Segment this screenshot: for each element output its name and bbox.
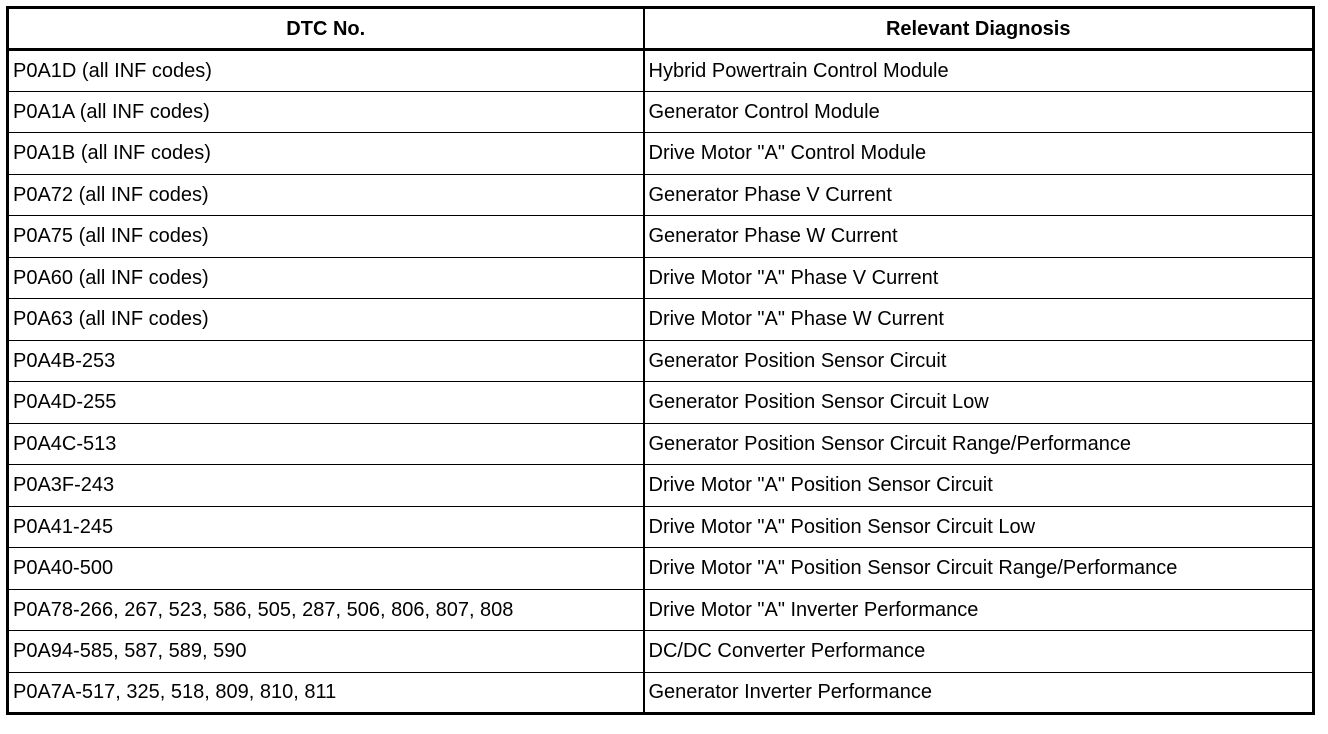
table-row xyxy=(8,50,1314,92)
diagnosis-cell: Drive Motor "A" Inverter Performance xyxy=(644,589,1314,631)
dtc-cell: P0A4D-255 xyxy=(8,382,644,424)
diagnosis-cell: Drive Motor "A" Position Sensor Circuit xyxy=(644,465,1314,507)
diagnosis-cell: Drive Motor "A" Phase V Current xyxy=(644,257,1314,299)
table-row xyxy=(8,340,1314,382)
dtc-cell: P0A41-245 xyxy=(8,506,644,548)
diagnosis-cell: Generator Control Module xyxy=(644,91,1314,133)
diagnosis-cell: Generator Phase W Current xyxy=(644,216,1314,258)
table-row xyxy=(8,423,1314,465)
dtc-cell: P0A75 (all INF codes) xyxy=(8,216,644,258)
diagnosis-cell: Hybrid Powertrain Control Module xyxy=(644,50,1314,92)
dtc-cell: P0A4B-253 xyxy=(8,340,644,382)
dtc-cell: P0A94-585, 587, 589, 590 xyxy=(8,631,644,673)
diagnosis-cell: Drive Motor "A" Control Module xyxy=(644,133,1314,175)
table-row xyxy=(8,631,1314,673)
table-row xyxy=(8,216,1314,258)
diagnosis-cell: Generator Position Sensor Circuit xyxy=(644,340,1314,382)
diagnosis-cell: DC/DC Converter Performance xyxy=(644,631,1314,673)
dtc-cell: P0A63 (all INF codes) xyxy=(8,299,644,341)
diagnosis-cell: Generator Position Sensor Circuit Low xyxy=(644,382,1314,424)
dtc-cell: P0A1B (all INF codes) xyxy=(8,133,644,175)
diagnosis-cell: Drive Motor "A" Position Sensor Circuit Range/Performance xyxy=(644,548,1314,590)
dtc-cell: P0A60 (all INF codes) xyxy=(8,257,644,299)
header-row xyxy=(8,8,1314,50)
table-row xyxy=(8,91,1314,133)
table-row xyxy=(8,548,1314,590)
diagnosis-cell: Generator Position Sensor Circuit Range/Performance xyxy=(644,423,1314,465)
table-row xyxy=(8,257,1314,299)
dtc-cell: P0A40-500 xyxy=(8,548,644,590)
diagnosis-cell: Generator Inverter Performance xyxy=(644,672,1314,714)
header-relevant-diagnosis: Relevant Diagnosis xyxy=(644,8,1314,50)
table-row xyxy=(8,174,1314,216)
dtc-cell: P0A4C-513 xyxy=(8,423,644,465)
dtc-table xyxy=(6,6,1315,715)
diagnosis-cell: Generator Phase V Current xyxy=(644,174,1314,216)
table-row xyxy=(8,299,1314,341)
table-row xyxy=(8,465,1314,507)
dtc-cell: P0A1D (all INF codes) xyxy=(8,50,644,92)
dtc-cell: P0A72 (all INF codes) xyxy=(8,174,644,216)
table-header xyxy=(8,8,1314,50)
dtc-cell: P0A3F-243 xyxy=(8,465,644,507)
table-row xyxy=(8,589,1314,631)
diagnosis-cell: Drive Motor "A" Phase W Current xyxy=(644,299,1314,341)
dtc-cell: P0A1A (all INF codes) xyxy=(8,91,644,133)
table-row xyxy=(8,133,1314,175)
table-row xyxy=(8,672,1314,714)
dtc-cell: P0A78-266, 267, 523, 586, 505, 287, 506, 806, 807, 808 xyxy=(8,589,644,631)
table-body xyxy=(8,50,1314,714)
table-row xyxy=(8,506,1314,548)
header-dtc-no: DTC No. xyxy=(8,8,644,50)
table-row xyxy=(8,382,1314,424)
diagnosis-cell: Drive Motor "A" Position Sensor Circuit Low xyxy=(644,506,1314,548)
dtc-cell: P0A7A-517, 325, 518, 809, 810, 811 xyxy=(8,672,644,714)
